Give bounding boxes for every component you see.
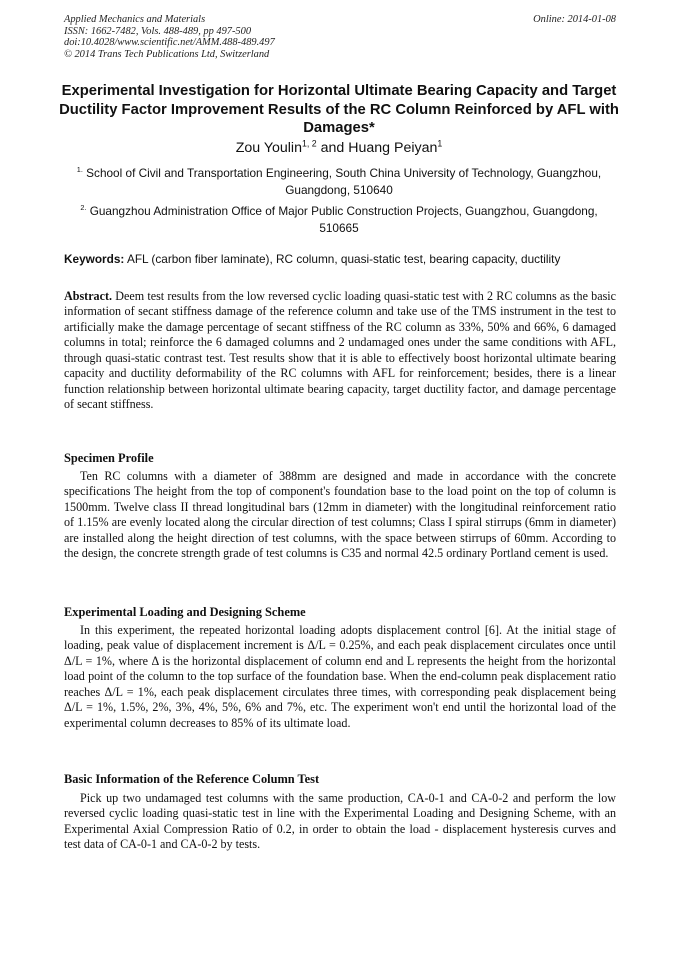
author-affiliation-marker: 1 [437,138,443,149]
abstract [64,289,616,413]
copyright-line: © 2014 Trans Tech Publications Ltd, Switzerland [64,48,270,60]
journal-name: Applied Mechanics and Materials [64,14,206,25]
abstract-label: Abstract. [64,289,113,303]
keywords [64,251,616,267]
affiliation-text: Guangzhou Administration Office of Major Public Construction Projects, Guangzhou, Guangdong, 510665 [89,204,598,235]
affiliation-text: School of Civil and Transportation Engineering, South China University of Technology, Guangzhou, Guangdong, 510640 [86,166,602,197]
affiliation-marker: 2. [80,203,87,213]
online-date: Online: 2014-01-08 [533,14,616,25]
section-paragraph: Ten RC columns with a diameter of 388mm are designed and made in accordance with the concrete specifications The height from the top of component's foundation base to the load point on the top of column is 1500mm. Twelve class II thread longitudinal bars (12mm in diameter) with the longitudinal reinforcement ratio of 1.15% are evenly located along the circular direction of test columns; Class I spiral stirrups (6mm in diameter) are installed along the height direction of test columns, with the space between stirrups of 60mm. According to the design, the concrete strength grade of test columns is C35 and normal 42.5 ordinary Portland cement is used. [64,469,616,561]
issn-line: ISSN: 1662-7482, Vols. 488-489, pp 497-500 [64,25,252,37]
author-line [58,139,620,157]
doi-line[interactable]: doi:10.4028/www.scientific.net/AMM.488-489.497 [64,37,275,49]
section-heading: Specimen Profile [64,451,154,465]
keywords-label: Keywords: [64,252,125,266]
author-name: Huang Peiyan [348,140,438,156]
author-name: Zou Youlin [235,140,302,156]
section-paragraph: Pick up two undamaged test columns with the same production, CA-0-1 and CA-0-2 and perform the low reversed cyclic loading quasi-static test in line with the Experimental Loading and Designing Scheme, with an Experimental Axial Compression Ratio of 0.2, in order to obtain the load - displacement hysteresis curves and test data of CA-0-1 and CA-0-2 by tests. [64,791,616,852]
affiliation-2 [64,203,614,237]
paper-title: Experimental Investigation for Horizontal Ultimate Bearing Capacity and Target Ductility Factor Improvement Results of the RC Column Reinforced by AFL with Damages* [59,83,619,136]
running-header [64,14,616,60]
author-affiliation-marker: 1, 2 [301,138,317,149]
section-paragraph: In this experiment, the repeated horizontal loading adopts displacement control [6]. At the initial stage of loading, peak value of displacement increment is Δ/L = 0.25%, and each peak displacement circulates once until Δ/L = 1%, where Δ is the horizontal displacement of column end and L represents the height from the horizontal load point of the column to the top surface of the foundation base. When the end-column peak displacement ratio reaches Δ/L = 1%, each peak displacement circulates three times, with corresponding peak displacement being Δ/L = 1%, 1.5%, 2%, 3%, 4%, 5%, 6% and 7%, etc. The experiment won't end until the horizontal load of the experimental column decreases to 85% of its ultimate load. [64,623,616,730]
keywords-text: AFL (carbon fiber laminate), RC column, quasi-static test, bearing capacity, ductility [126,252,561,266]
affiliation-1 [64,165,614,199]
author-conjunction: and [320,140,345,156]
section-heading: Experimental Loading and Designing Scheme [64,605,306,619]
affiliation-marker: 1. [76,165,83,175]
section-heading: Basic Information of the Reference Column Test [64,772,320,786]
abstract-text: Deem test results from the low reversed cyclic loading quasi-static test with 2 RC columns as the basic information of secant stiffness damage of the reference column and take use of the TMS instrument in the test to artificially make the damage percentage of secant stiffness of the RC column as 33%, 50% and 66%, 6 damaged columns in total; reinforce the 6 damaged columns and 2 undamaged ones under the same conditions with AFL, through quasi-static contrast test. Test results show that it is able to effectively boost horizontal ultimate bearing capacity and ductility deformability of the RC columns with AFL for reinforcement; besides, there is a linear function relationship between horizontal ultimate bearing capacity, target ductility factor, and damage percentage of secant stiffness. [64,289,617,412]
